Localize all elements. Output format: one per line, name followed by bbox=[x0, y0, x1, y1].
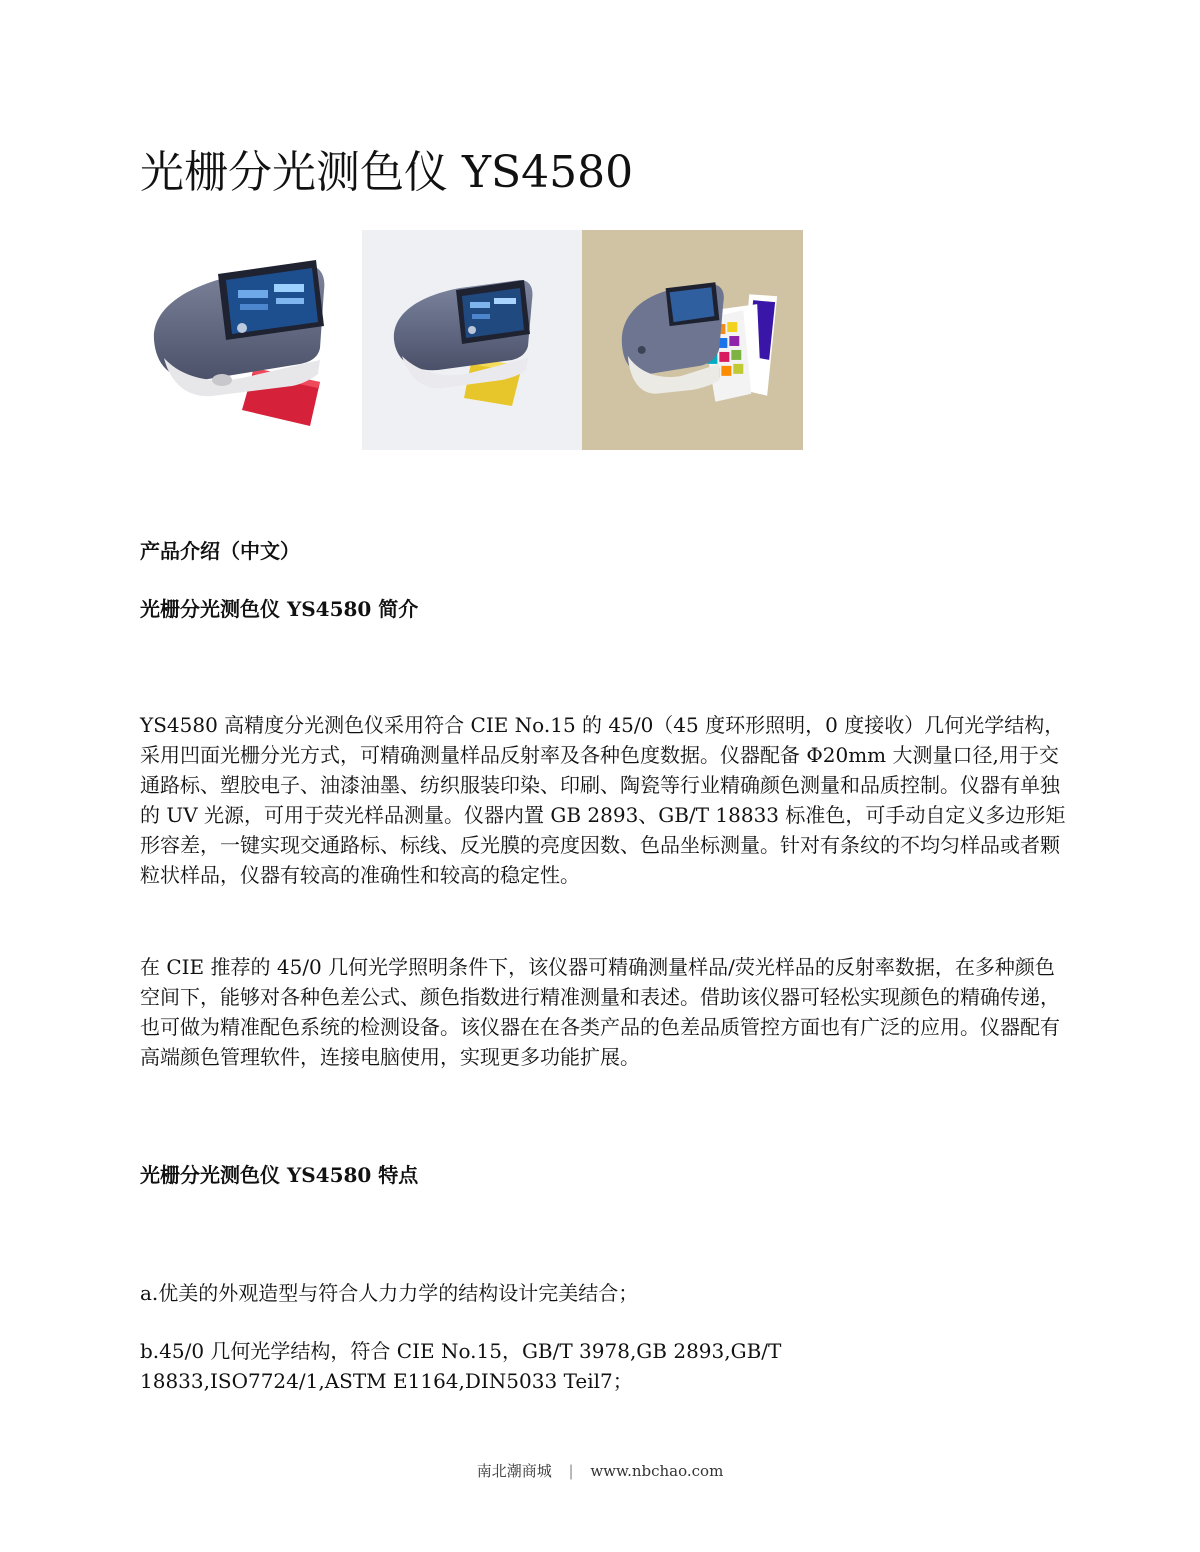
spectrophotometer-on-yellow-card-icon bbox=[362, 230, 582, 450]
summary-paragraph-1: YS4580 高精度分光测色仪采用符合 CIE No.15 的 45/0（45 度环形照明，0 度接收）几何光学结构，采用凹面光栅分光方式，可精确测量样品反射率及各种色度数据。仪器配备 Φ20mm 大测量口径,用于交通路标、塑胶电子、油漆油墨、纺织服装印染、印刷、陶瓷等行业精确颜色测量和品质控制。仪器有单独的 UV 光源，可用于荧光样品测量。仪器内置 GB 2893、GB/T 18833 标准色，可手动自定义多边形矩形容差，一键实现交通路标、标线、反光膜的亮度因数、色品坐标测量。针对有条纹的不均匀样品或者颗粒状样品，仪器有较高的准确性和较高的稳定性。 bbox=[140, 713, 1066, 887]
page-footer bbox=[0, 1460, 1200, 1482]
summary-heading: 光栅分光测色仪 YS4580 简介 bbox=[140, 597, 419, 621]
features-heading: 光栅分光测色仪 YS4580 特点 bbox=[140, 1163, 419, 1187]
product-photo-red-card bbox=[142, 230, 362, 450]
spectrophotometer-on-red-card-icon bbox=[142, 230, 362, 450]
footer-url-link[interactable]: www.nbchao.com bbox=[590, 1462, 724, 1480]
product-photo-color-fan bbox=[582, 230, 803, 450]
page-title: 光栅分光测色仪 YS4580 bbox=[140, 147, 634, 198]
footer-site-name: 南北潮商城 bbox=[476, 1462, 552, 1480]
product-photo-yellow-card bbox=[362, 230, 582, 450]
feature-item-a: a.优美的外观造型与符合人力力学的结构设计完美结合； bbox=[140, 1281, 639, 1305]
feature-item-b: b.45/0 几何光学结构，符合 CIE No.15，GB/T 3978,GB 2893,GB/T 18833,ISO7724/1,ASTM E1164,DIN5033 Teil7； bbox=[140, 1339, 782, 1393]
spectrophotometer-with-color-fan-icon bbox=[582, 230, 802, 450]
footer-separator: | bbox=[568, 1462, 574, 1480]
summary-paragraph-2: 在 CIE 推荐的 45/0 几何光学照明条件下，该仪器可精确测量样品/荧光样品的反射率数据，在多种颜色空间下，能够对各种色差公式、颜色指数进行精准测量和表述。借助该仪器可轻松实现颜色的精确传递，也可做为精准配色系统的检测设备。该仪器在在各类产品的色差品质管控方面也有广泛的应用。仪器配有高端颜色管理软件，连接电脑使用，实现更多功能扩展。 bbox=[140, 955, 1060, 1069]
intro-heading: 产品介绍（中文） bbox=[140, 539, 300, 563]
product-image-strip bbox=[142, 230, 803, 450]
